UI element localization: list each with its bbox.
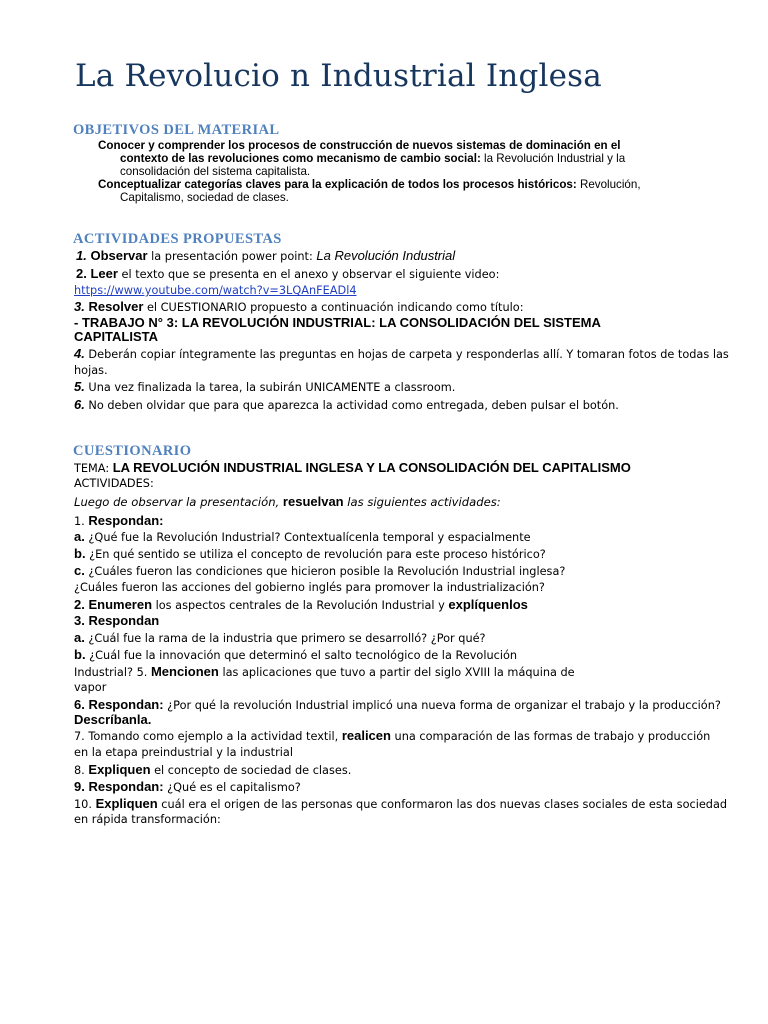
pregunta-5-cont: vapor bbox=[74, 681, 107, 694]
pregunta-1a: a. ¿Qué fue la Revolución Industrial? Contextualícenla temporal y espacialmente bbox=[74, 529, 531, 544]
pregunta-1b: b. ¿En qué sentido se utiliza el concepto de revolución para este proceso histórico? bbox=[74, 546, 546, 561]
actividades-heading: ACTIVIDADES PROPUESTAS bbox=[73, 231, 282, 247]
pregunta-3b: b. ¿Cuál fue la innovación que determinó el salto tecnológico de la Revolución bbox=[74, 647, 518, 662]
objetivo-2-line-2: Capitalismo, sociedad de clases. bbox=[120, 191, 289, 204]
document-title: La Revolucio n Industrial Inglesa bbox=[75, 58, 602, 94]
pregunta-10: 10. Expliquen cuál era el origen de las personas que conformaron las dos nuevas clases sociales de esta sociedad bbox=[74, 796, 728, 811]
pregunta-10-cont: en rápida transformación: bbox=[74, 813, 221, 826]
actividad-4-line-2: hojas. bbox=[74, 364, 108, 377]
trabajo-title-line-1: - TRABAJO N° 3: LA REVOLUCIÓN INDUSTRIAL: LA CONSOLIDACIÓN DEL SISTEMA bbox=[74, 315, 601, 330]
pregunta-2: 2. Enumeren los aspectos centrales de la Revolución Industrial y explíquenlos bbox=[74, 597, 528, 612]
pregunta-6: 6. Respondan: ¿Por qué la revolución Industrial implicó una nueva forma de organizar el trabajo y la producción? bbox=[74, 697, 721, 712]
cuestionario-heading: CUESTIONARIO bbox=[73, 443, 192, 459]
pregunta-1c: c. ¿Cuáles fueron las condiciones que hicieron posible la Revolución Industrial inglesa? bbox=[74, 563, 566, 578]
actividad-2: 2. Leer el texto que se presenta en el anexo y observar el siguiente video: bbox=[76, 266, 500, 281]
pregunta-1: 1. Respondan: bbox=[74, 513, 164, 528]
actividad-5: 5. Una vez finalizada la tarea, la subirán UNICAMENTE a classroom. bbox=[74, 379, 456, 394]
actividades-label: ACTIVIDADES: bbox=[74, 477, 154, 490]
pregunta-7: 7. Tomando como ejemplo a la actividad textil, realicen una comparación de las formas de trabajo y producción bbox=[74, 728, 711, 743]
trabajo-title-line-2: CAPITALISTA bbox=[74, 329, 159, 344]
actividad-6: 6. No deben olvidar que para que aparezca la actividad como entregada, deben pulsar el botón. bbox=[74, 397, 619, 412]
pregunta-3: 3. Respondan bbox=[74, 613, 160, 628]
pregunta-7-cont: en la etapa preindustrial y la industrial bbox=[74, 746, 293, 759]
objetivo-1-line-3: consolidación del sistema capitalista. bbox=[120, 165, 311, 178]
pregunta-9: 9. Respondan: ¿Qué es el capitalismo? bbox=[74, 779, 301, 794]
pregunta-6-cont: Descríbanla. bbox=[74, 712, 152, 727]
objetivos-heading: OBJETIVOS DEL MATERIAL bbox=[73, 122, 280, 138]
pregunta-1d: ¿Cuáles fueron las acciones del gobierno inglés para promover la industrialización? bbox=[74, 581, 545, 594]
tema-line: TEMA: LA REVOLUCIÓN INDUSTRIAL INGLESA Y LA CONSOLIDACIÓN DEL CAPITALISMO bbox=[74, 460, 631, 475]
actividad-4-line-1: 4. Deberán copiar íntegramente las preguntas en hojas de carpeta y responderlas allí. Y tomaran fotos de todas las bbox=[74, 346, 729, 361]
youtube-video-link[interactable]: https://www.youtube.com/watch?v=3LQAnFEADl4 bbox=[74, 284, 357, 297]
pregunta-3b-cont-5: Industrial? 5. Mencionen las aplicaciones que tuvo a partir del siglo XVIII la máquina de bbox=[74, 664, 575, 679]
objetivo-2-line-1: Conceptualizar categorías claves para la explicación de todos los procesos históricos: Revolución, bbox=[98, 178, 641, 191]
objetivo-1-line-2: contexto de las revoluciones como mecanismo de cambio social: la Revolución Industrial y la bbox=[120, 152, 626, 165]
pregunta-3a: a. ¿Cuál fue la rama de la industria que primero se desarrolló? ¿Por qué? bbox=[74, 630, 486, 645]
actividad-1: 1. Observar la presentación power point: La Revolución Industrial bbox=[76, 248, 456, 263]
objetivo-1-line-1: Conocer y comprender los procesos de construcción de nuevos sistemas de dominación en el bbox=[98, 139, 621, 152]
pregunta-8: 8. Expliquen el concepto de sociedad de clases. bbox=[74, 762, 352, 777]
actividad-3: 3. Resolver el CUESTIONARIO propuesto a continuación indicando como título: bbox=[74, 299, 524, 314]
cuestionario-intro: Luego de observar la presentación, resuelvan las siguientes actividades: bbox=[74, 494, 501, 509]
